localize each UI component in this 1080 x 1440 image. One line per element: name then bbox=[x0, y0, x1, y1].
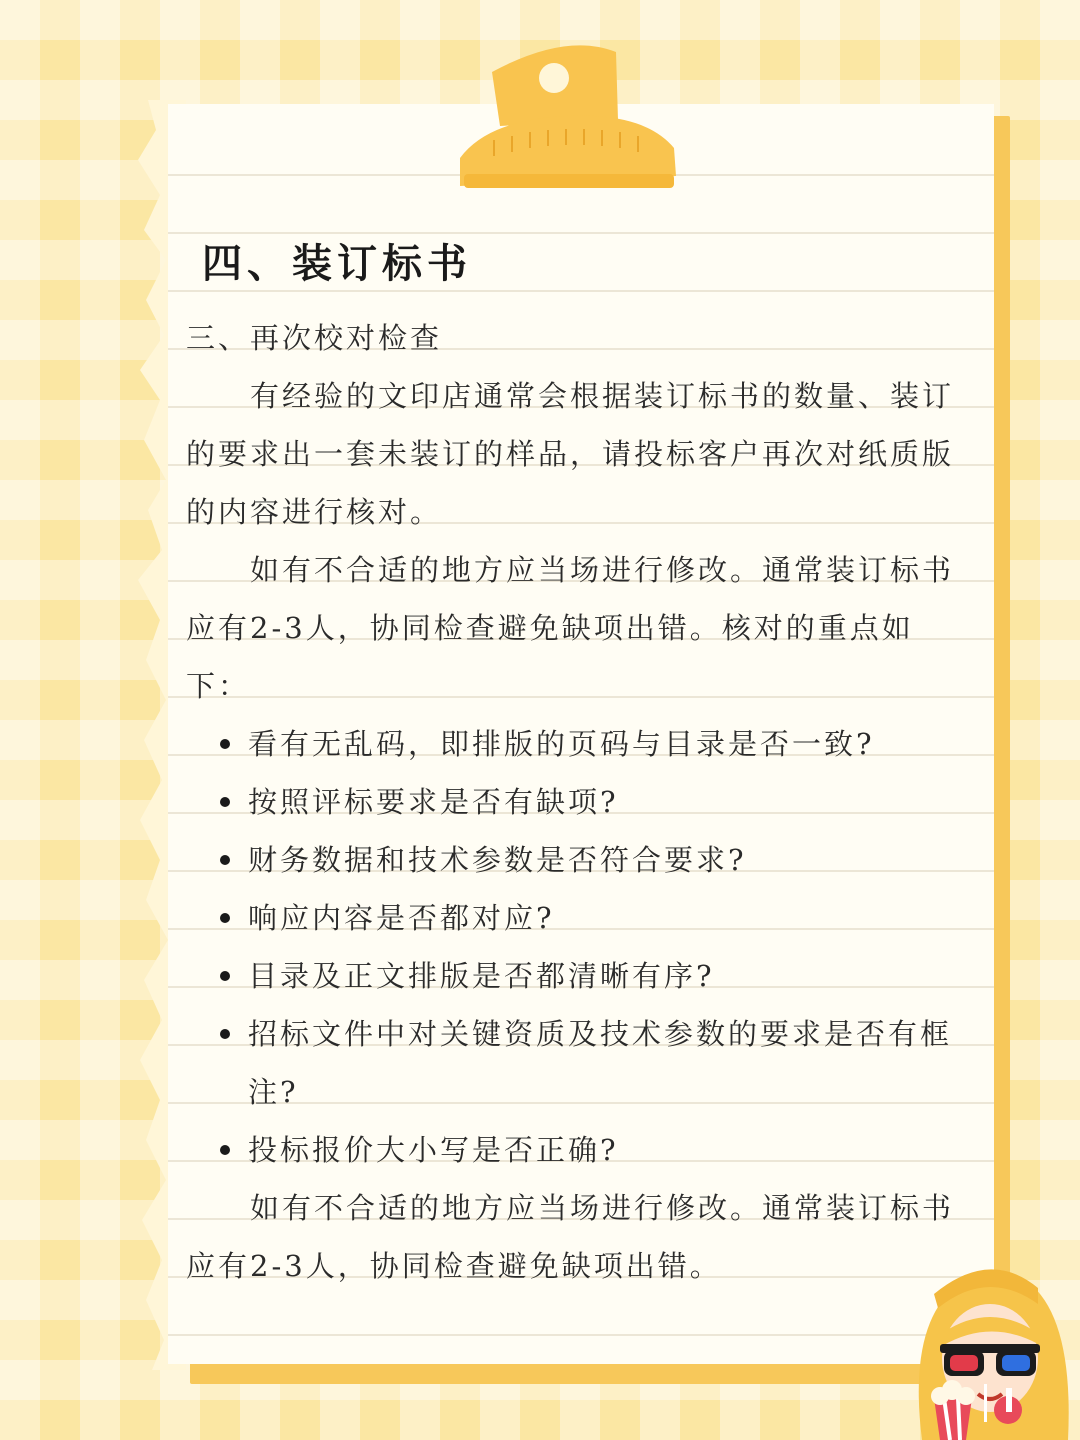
cartoon-girl-with-popcorn-icon bbox=[898, 1248, 1080, 1440]
paragraph-2: 如有不合适的地方应当场进行修改。通常装订标书应有2-3人，协同检查避免缺项出错。核对的重点如下： bbox=[186, 553, 955, 703]
paragraph-1: 有经验的文印店通常会根据装订标书的数量、装订的要求出一套未装订的样品，请投标客户再次对纸质版的内容进行核对。 bbox=[186, 379, 955, 529]
checklist-item: 招标文件中对关键资质及技术参数的要求是否有框注? bbox=[248, 1005, 976, 1121]
checklist-item: 响应内容是否都对应? bbox=[248, 889, 976, 947]
checklist-item: 按照评标要求是否有缺项? bbox=[248, 773, 976, 831]
section-heading: 四、装订标书 bbox=[202, 241, 472, 287]
subheading: 三、再次校对检查 bbox=[186, 321, 443, 355]
closing-paragraph: 如有不合适的地方应当场进行修改。通常装订标书应有2-3人，协同检查避免缺项出错。 bbox=[186, 1191, 955, 1283]
checklist-item: 财务数据和技术参数是否符合要求? bbox=[248, 831, 976, 889]
note-content bbox=[186, 309, 976, 1295]
checklist-item: 看有无乱码，即排版的页码与目录是否一致? bbox=[248, 715, 976, 773]
checklist-item: 投标报价大小写是否正确? bbox=[248, 1121, 976, 1179]
paper-clip-icon bbox=[448, 36, 684, 206]
checklist-item: 目录及正文排版是否都清晰有序? bbox=[248, 947, 976, 1005]
checklist bbox=[186, 715, 976, 1179]
